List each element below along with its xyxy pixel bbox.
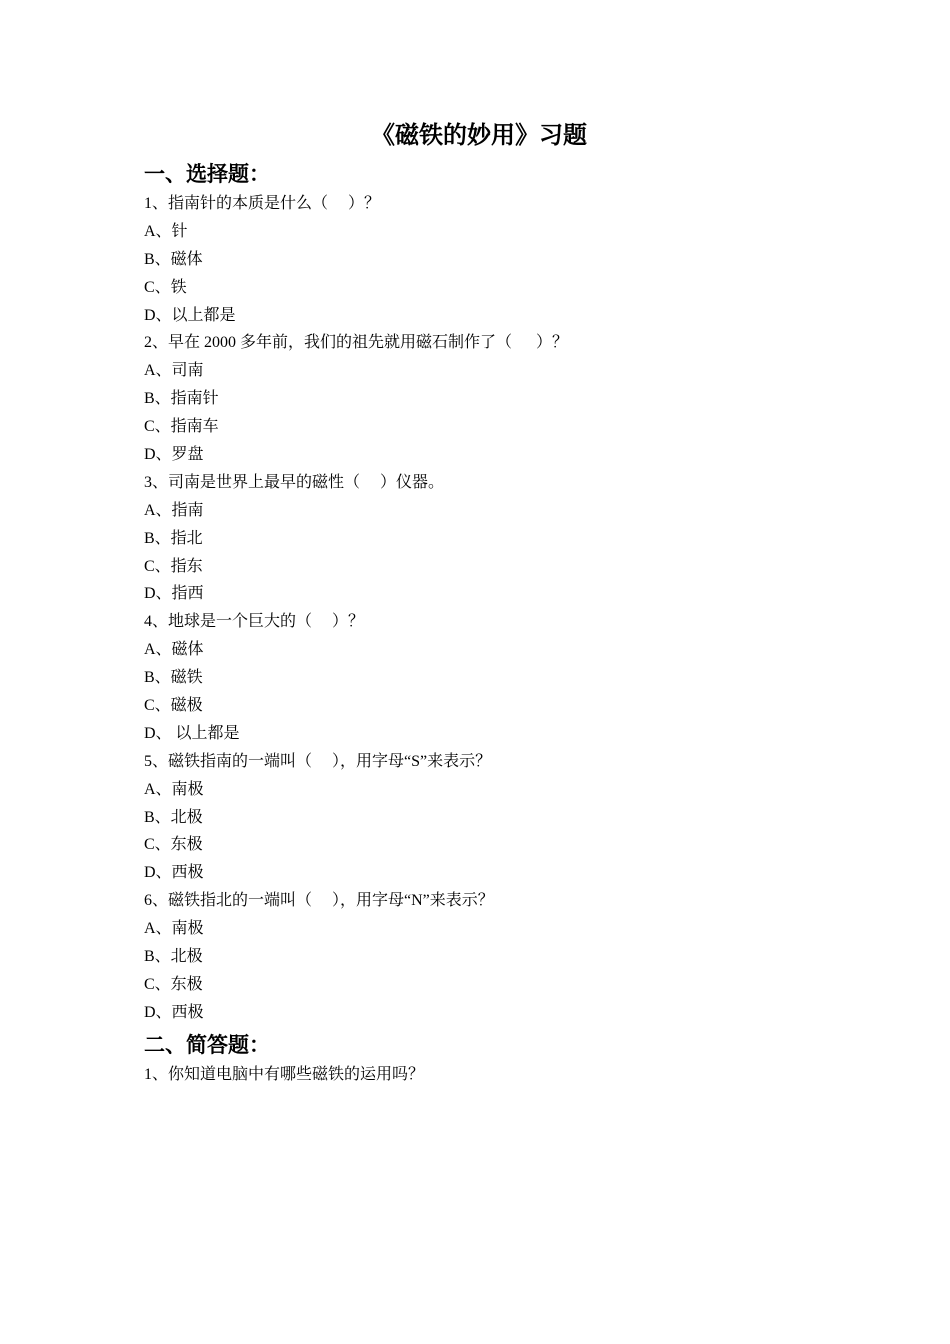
question-text: 6、磁铁指北的一端叫（ ），用字母“N”来表示？	[144, 892, 494, 910]
option-b: B、指南针	[144, 390, 219, 408]
question-text: 2、早在 2000 多年前，我们的祖先就用磁石制作了（ ）？	[144, 334, 569, 352]
section-heading-multiple-choice: 一、选择题：	[144, 162, 270, 186]
option-c: C、东极	[144, 836, 203, 854]
question-block	[144, 329, 804, 468]
option-a: A、南极	[144, 920, 204, 938]
question-text: 1、指南针的本质是什么（ ）？	[144, 195, 381, 212]
question-block	[144, 608, 804, 747]
option-b: B、磁体	[144, 250, 203, 268]
option-c: C、指东	[144, 557, 203, 575]
page-title: 《磁铁的妙用》习题	[371, 123, 587, 149]
option-c: C、铁	[144, 278, 187, 296]
option-c: C、指南车	[144, 418, 219, 436]
option-d: D、以上都是	[144, 306, 236, 324]
document-body	[144, 156, 804, 1089]
option-c: C、磁极	[144, 697, 203, 715]
option-a: A、磁体	[144, 641, 204, 659]
question-text: 1、你知道电脑中有哪些磁铁的运用吗？	[144, 1065, 425, 1083]
option-b: B、北极	[144, 948, 203, 966]
option-d: D、罗盘	[144, 446, 204, 464]
section-heading-short-answer: 二、简答题：	[144, 1032, 270, 1057]
question-block	[144, 469, 804, 608]
option-c: C、东极	[144, 975, 203, 993]
option-b: B、磁铁	[144, 669, 203, 687]
option-b: B、指北	[144, 529, 203, 547]
option-a: A、指南	[144, 501, 204, 519]
option-a: A、司南	[144, 362, 204, 380]
option-d: D、指西	[144, 585, 204, 603]
question-text: 4、地球是一个巨大的（ ）？	[144, 613, 365, 631]
question-text: 3、司南是世界上最早的磁性（ ）仪器。	[144, 473, 445, 491]
option-a: A、南极	[144, 780, 204, 798]
option-a: A、针	[144, 222, 188, 240]
option-b: B、北极	[144, 808, 203, 826]
question-block	[144, 1061, 804, 1089]
option-d: D、西极	[144, 864, 204, 882]
question-text: 5、磁铁指南的一端叫（ ），用字母“S”来表示？	[144, 752, 492, 770]
option-d: D、 以上都是	[144, 724, 240, 742]
question-block	[144, 190, 804, 329]
option-d: D、西极	[144, 1003, 204, 1021]
question-block	[144, 887, 804, 1026]
question-block	[144, 748, 804, 887]
